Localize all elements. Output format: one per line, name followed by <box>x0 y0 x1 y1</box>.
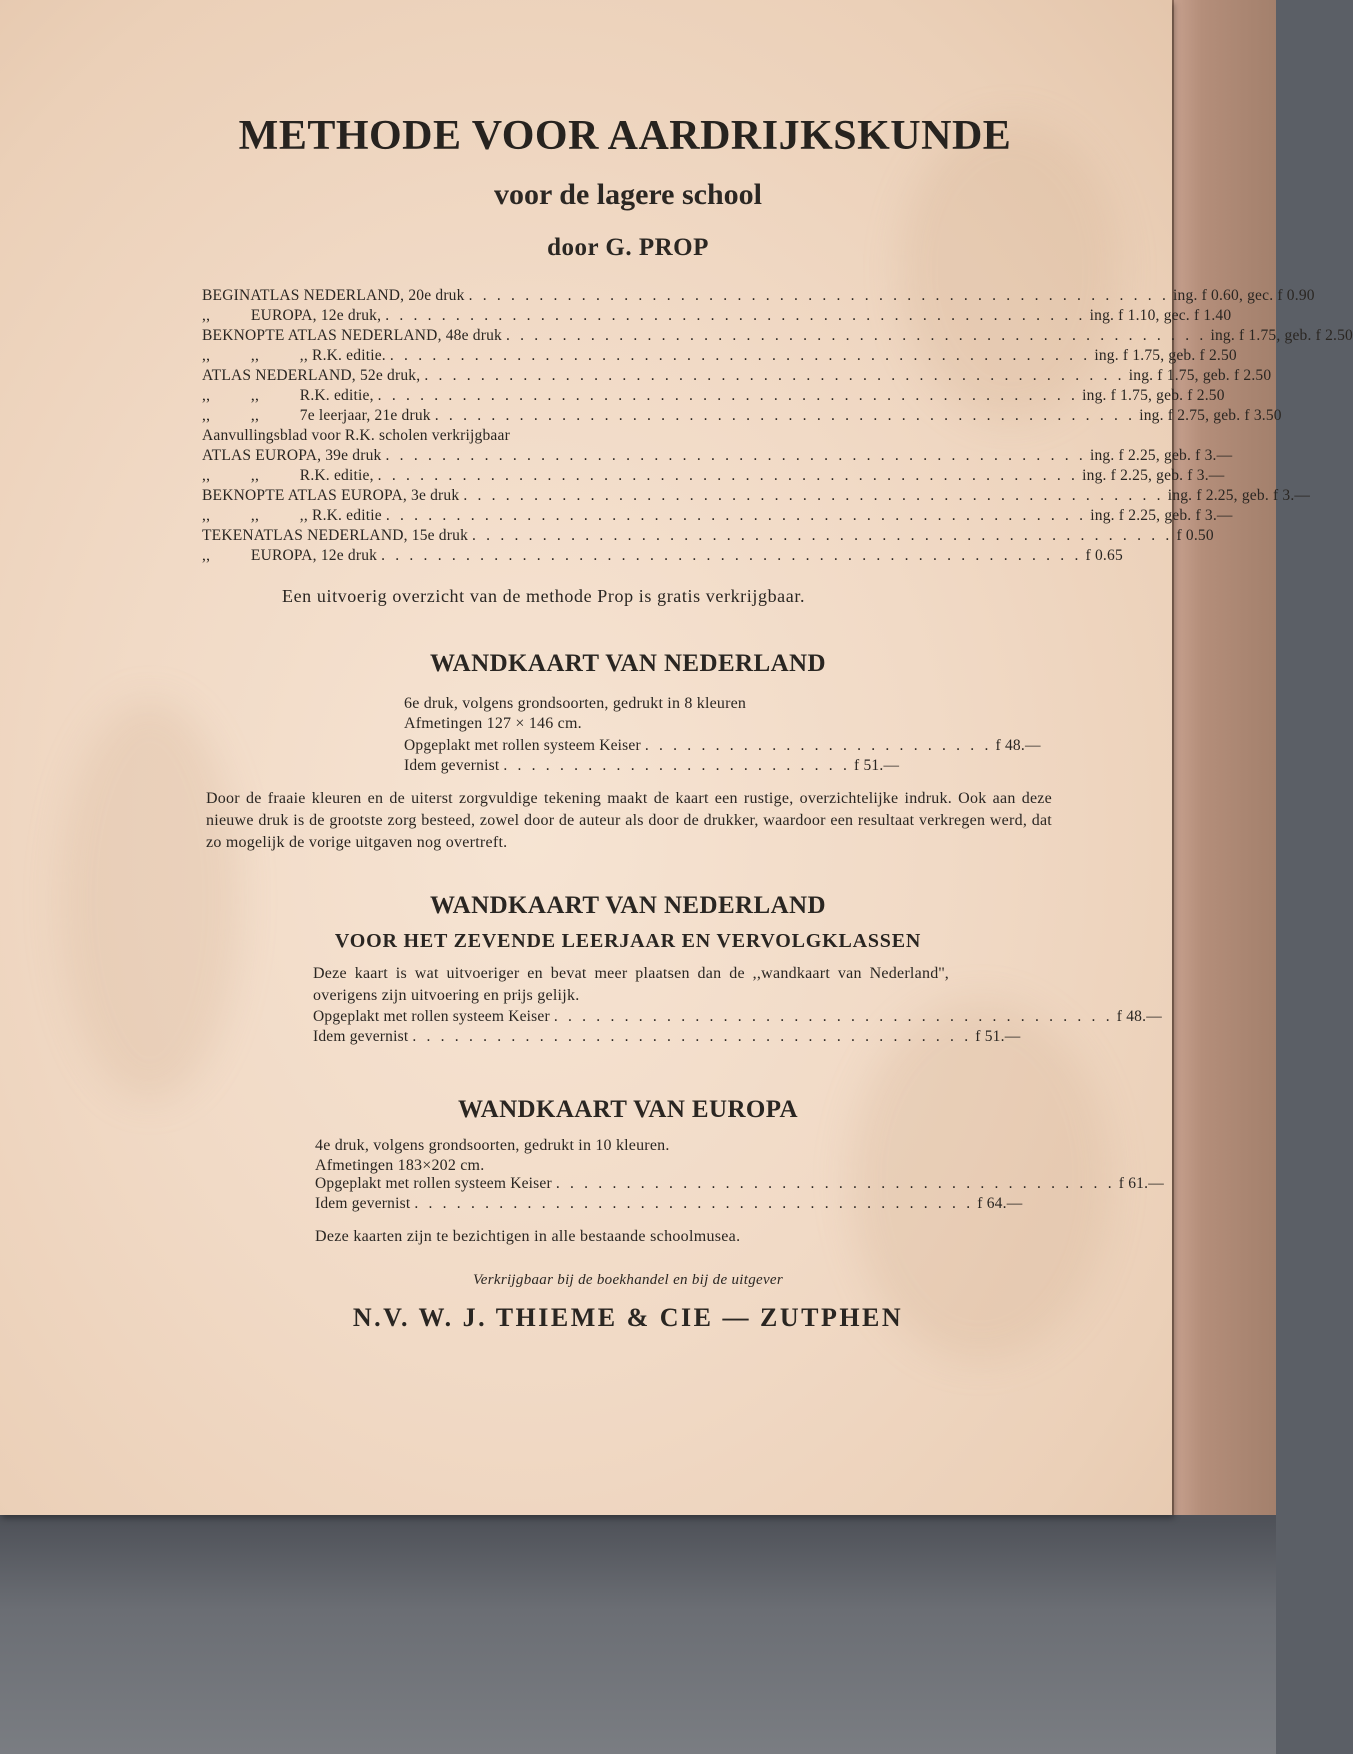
page-subtitle: voor de lagere school <box>493 178 763 211</box>
section-subtitle-wall-map-nl-7: VOOR HET ZEVENDE LEERJAAR EN VERVOLGKLASSEN <box>334 930 922 952</box>
price-row <box>315 1194 1023 1214</box>
atlas-list-row <box>202 546 1123 566</box>
leader-dots: . . . . . . . . . . . . . . . . . . . . . . . . . . . . . . . . . . . . . . . . <box>414 1195 974 1212</box>
price-row <box>313 1027 1021 1047</box>
atlas-item-label: TEKENATLAS NEDERLAND, 15e druk <box>202 527 469 544</box>
item-price: f 48.— <box>1116 1008 1162 1025</box>
leader-dots: . . . . . . . . . . . . . . . . . . . . . . . . . . . . . . . . . . . . . . . . . . . . . . . . . . <box>472 527 1173 544</box>
atlas-item-price: f 0.65 <box>1085 547 1123 564</box>
atlas-list-row <box>202 286 1315 306</box>
item-price: f 61.— <box>1118 1175 1164 1192</box>
leader-dots: . . . . . . . . . . . . . . . . . . . . . . . . . . . . . . . . . . . . . . . . . . . . . . . . . . <box>506 327 1207 344</box>
section-title-wall-map-nl-7: WANDKAART VAN NEDERLAND <box>430 892 826 919</box>
wall-map-nl-description: Door de fraaie kleuren en de uiterst zorgvuldige tekening maakt de kaart een rustige, overzichtelijke indruk. Ook aan deze nieuwe druk is de grootste zorg besteed, zowel door de auteur als door de drukker, waardoor een resultaat verkregen werd, dat zo mogelijk de vorige uitgaven nog overtreft. <box>206 790 1052 851</box>
leader-dots: . . . . . . . . . . . . . . . . . . . . . . . . . . . . . . . . . . . . . . . . . . . . . . . . . . <box>424 367 1125 384</box>
atlas-list-row <box>202 526 1214 546</box>
price-row <box>404 756 900 776</box>
page-title: METHODE VOOR AARDRIJKSKUNDE <box>238 113 1012 159</box>
leader-dots: . . . . . . . . . . . . . . . . . . . . . . . . . . . . . . . . . . . . . . . . <box>412 1028 972 1045</box>
leader-dots: . . . . . . . . . . . . . . . . . . . . . . . . . . . . . . . . . . . . . . . . . . . . . . . . . . <box>389 347 1091 364</box>
atlas-item-label: ATLAS EUROPA, 39e druk <box>202 447 382 464</box>
atlas-item-price: ing. f 2.25, geb. f 3.— <box>1090 507 1233 524</box>
item-price: f 51.— <box>854 757 900 774</box>
item-label: Opgeplakt met rollen systeem Keiser <box>313 1008 550 1025</box>
wall-map-eu-note: Deze kaarten zijn te bezichtigen in alle bestaande schoolmusea. <box>315 1228 741 1245</box>
price-row <box>313 1007 1162 1027</box>
atlas-list-row <box>202 466 1225 486</box>
atlas-item-price: ing. f 1.75, geb. f 2.50 <box>1082 387 1225 404</box>
item-price: f 51.— <box>975 1028 1021 1045</box>
atlas-item-label: ,, EUROPA, 12e druk <box>202 547 378 564</box>
leader-dots: . . . . . . . . . . . . . . . . . . . . . . . . . <box>503 757 851 774</box>
leader-dots: . . . . . . . . . . . . . . . . . . . . . . . . . . . . . . . . . . . . . . . . . . . . . . . . . . <box>385 447 1086 464</box>
atlas-list-row <box>202 346 1237 366</box>
atlas-item-price: ing. f 1.10, gec. f 1.40 <box>1089 307 1232 324</box>
wall-map-eu-dimensions: Afmetingen 183×202 cm. <box>315 1157 485 1174</box>
atlas-item-label: ,, EUROPA, 12e druk, <box>202 307 382 324</box>
leader-dots: . . . . . . . . . . . . . . . . . . . . . . . . . . . . . . . . . . . . . . . . . . . . . . . . . . <box>434 407 1136 424</box>
item-price: f 48.— <box>995 737 1041 754</box>
item-label: Idem gevernist <box>313 1028 409 1045</box>
atlas-list-row <box>202 486 1311 506</box>
atlas-item-label: ,, ,, R.K. editie, <box>202 467 374 484</box>
atlas-list-row <box>202 326 1353 346</box>
atlas-item-price: ing. f 1.75, geb. f 2.50 <box>1210 327 1353 344</box>
atlas-item-label: ,, ,, 7e leerjaar, 21e druk <box>202 407 431 424</box>
background-surface <box>0 1515 1276 1754</box>
atlas-list-row <box>202 306 1232 326</box>
item-label: Idem gevernist <box>315 1195 411 1212</box>
leader-dots: . . . . . . . . . . . . . . . . . . . . . . . . . . . . . . . . . . . . . . . . . . . . . . . . . . <box>377 467 1079 484</box>
atlas-item-price: ing. f 2.75, geb. f 3.50 <box>1139 407 1282 424</box>
leader-dots: . . . . . . . . . . . . . . . . . . . . . . . . . . . . . . . . . . . . . . . . . . . . . . . . . . <box>385 507 1087 524</box>
atlas-list-row <box>202 506 1233 526</box>
atlas-list-row <box>202 386 1225 406</box>
wall-map-nl-7-description: Deze kaart is wat uitvoeriger en bevat meer plaatsen dan de ,,wandkaart van Nederland'', overigens zijn uitvoering en prijs gelijk. <box>313 965 949 1004</box>
atlas-list-row <box>202 426 1052 446</box>
atlas-item-label: BEKNOPTE ATLAS NEDERLAND, 48e druk <box>202 327 502 344</box>
atlas-item-label: ,, ,, R.K. editie, <box>202 387 374 404</box>
leader-dots: . . . . . . . . . . . . . . . . . . . . . . . . . . . . . . . . . . . . . . . . . . . . . . . . . . <box>468 287 1170 304</box>
section-title-wall-map-eu: WANDKAART VAN EUROPA <box>457 1096 799 1123</box>
author-line: door G. PROP <box>547 234 709 261</box>
section-title-wall-map-nl: WANDKAART VAN NEDERLAND <box>430 650 826 677</box>
leader-dots: . . . . . . . . . . . . . . . . . . . . . . . . . . . . . . . . . . . . . . . . <box>555 1175 1115 1192</box>
availability-note: Verkrijgbaar bij de boekhandel en bij de uitgever <box>472 1272 784 1288</box>
price-row <box>404 736 1041 756</box>
atlas-item-label: BEGINATLAS NEDERLAND, 20e druk <box>202 287 465 304</box>
atlas-list-row <box>202 366 1272 386</box>
atlas-item-price: f 0.50 <box>1176 527 1214 544</box>
atlas-item-label: BEKNOPTE ATLAS EUROPA, 3e druk <box>202 487 460 504</box>
leader-dots: . . . . . . . . . . . . . . . . . . . . . . . . . . . . . . . . . . . . . . . . <box>553 1008 1113 1025</box>
item-label: Idem gevernist <box>404 757 500 774</box>
atlas-item-price: ing. f 2.25, geb. f 3.— <box>1167 487 1311 504</box>
wall-map-eu-edition: 4e druk, volgens grondsoorten, gedrukt in 10 kleuren. <box>315 1137 670 1154</box>
item-label: Opgeplakt met rollen systeem Keiser <box>404 737 641 754</box>
atlas-item-price: ing. f 2.25, geb. f 3.— <box>1089 447 1233 464</box>
atlas-item-label: ,, ,, ,, R.K. editie <box>202 507 382 524</box>
wall-map-nl-dimensions: Afmetingen 127 × 146 cm. <box>404 715 582 732</box>
leader-dots: . . . . . . . . . . . . . . . . . . . . . . . . . <box>644 737 992 754</box>
price-row <box>315 1174 1164 1194</box>
item-price: f 64.— <box>977 1195 1023 1212</box>
atlas-item-label: Aanvullingsblad voor R.K. scholen verkrijgbaar <box>202 427 510 444</box>
atlas-item-price: ing. f 2.25, geb. f 3.— <box>1082 467 1225 484</box>
publisher-line: N.V. W. J. THIEME & CIE — ZUTPHEN <box>352 1303 904 1332</box>
wall-map-nl-edition: 6e druk, volgens grondsoorten, gedrukt in 8 kleuren <box>404 695 747 712</box>
leader-dots: . . . . . . . . . . . . . . . . . . . . . . . . . . . . . . . . . . . . . . . . . . . . . . . . . . <box>463 487 1164 504</box>
atlas-item-label: ATLAS NEDERLAND, 52e druk, <box>202 367 421 384</box>
atlas-item-price: ing. f 0.60, gec. f 0.90 <box>1173 287 1315 304</box>
atlas-item-price: ing. f 1.75, geb. f 2.50 <box>1094 347 1237 364</box>
overview-note: Een uitvoerig overzicht van de methode Prop is gratis verkrijgbaar. <box>282 586 806 606</box>
item-label: Opgeplakt met rollen systeem Keiser <box>315 1175 552 1192</box>
atlas-list-row <box>202 406 1282 426</box>
atlas-item-price: ing. f 1.75, geb. f 2.50 <box>1128 367 1272 384</box>
leader-dots: . . . . . . . . . . . . . . . . . . . . . . . . . . . . . . . . . . . . . . . . . . . . . . . . . . <box>381 547 1082 564</box>
leader-dots: . . . . . . . . . . . . . . . . . . . . . . . . . . . . . . . . . . . . . . . . . . . . . . . . . . <box>385 307 1086 324</box>
atlas-item-label: ,, ,, ,, R.K. editie. <box>202 347 386 364</box>
atlas-list-row <box>202 446 1233 466</box>
leader-dots: . . . . . . . . . . . . . . . . . . . . . . . . . . . . . . . . . . . . . . . . . . . . . . . . . . <box>377 387 1079 404</box>
